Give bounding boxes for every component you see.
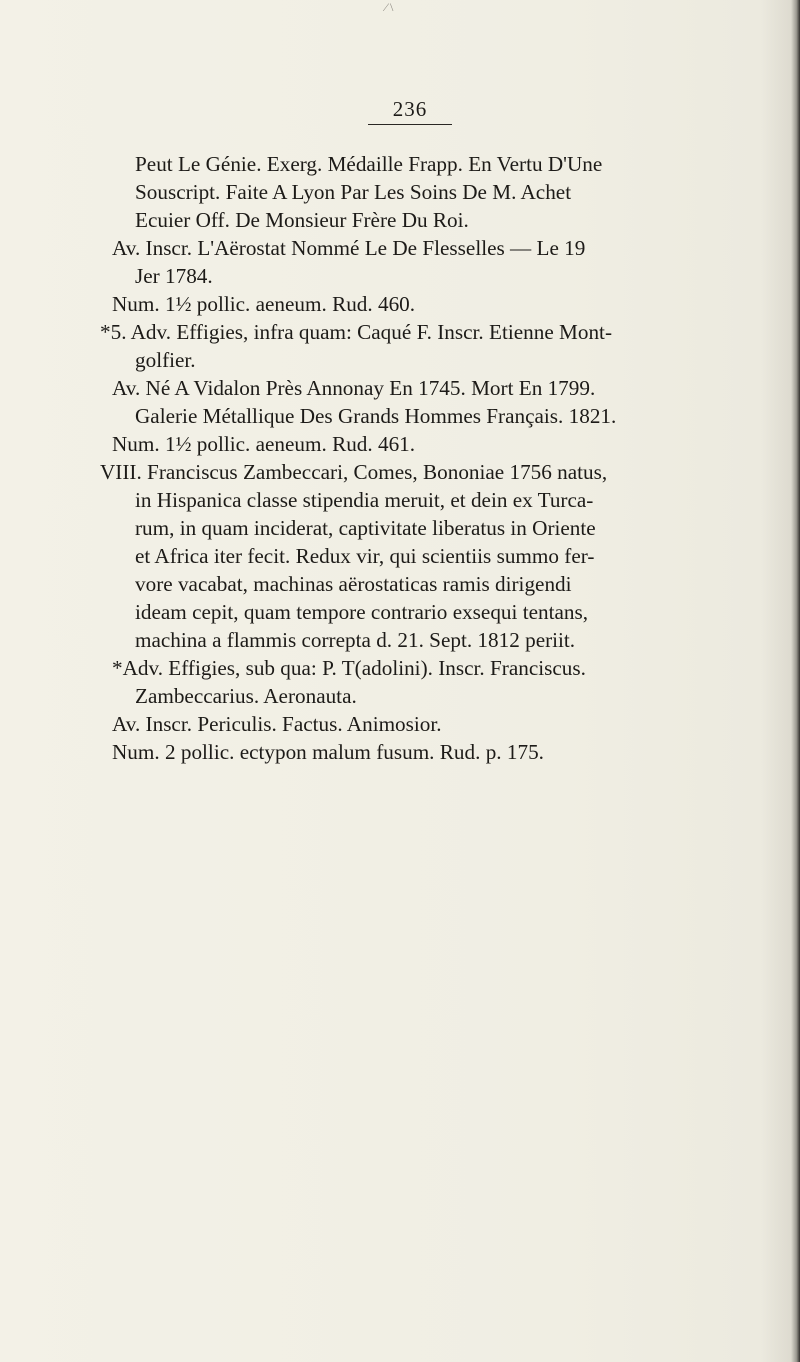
text-line-2: Souscript. Faite A Lyon Par Les Soins De M. Achet <box>135 180 572 204</box>
text-line-21: Av. Inscr. Periculis. Factus. Animosior. <box>112 712 442 736</box>
text-line-16: vore vacabat, machinas aërostaticas ramis dirigendi <box>135 572 572 596</box>
text-line-11: Num. 1½ pollic. aeneum. Rud. 461. <box>112 432 416 456</box>
text-line-18: machina a flammis correpta d. 21. Sept. 1812 periit. <box>135 628 576 652</box>
page-number-underline <box>368 124 452 125</box>
page-edge-shadow <box>791 0 800 1362</box>
text-line-5: Jer 1784. <box>135 264 213 288</box>
text-line-14: rum, in quam inciderat, captivitate liberatus in Oriente <box>135 516 596 540</box>
text-line-15: et Africa iter fecit. Redux vir, qui scientiis summo fer- <box>135 544 595 568</box>
text-line-1: Peut Le Génie. Exerg. Médaille Frapp. En Vertu D'Une <box>135 152 603 176</box>
text-line-20: Zambeccarius. Aeronauta. <box>135 684 357 708</box>
text-line-12: VIII. Franciscus Zambeccari, Comes, Bononiae 1756 natus, <box>100 460 608 484</box>
text-line-9: Av. Né A Vidalon Près Annonay En 1745. Mort En 1799. <box>112 376 596 400</box>
text-line-4: Av. Inscr. L'Aërostat Nommé Le De Flesselles — Le 19 <box>112 236 586 260</box>
text-line-8: golfier. <box>135 348 196 372</box>
text-line-19: *Adv. Effigies, sub qua: P. T(adolini). Inscr. Franciscus. <box>112 656 586 680</box>
text-line-22: Num. 2 pollic. ectypon malum fusum. Rud. p. 175. <box>112 740 544 764</box>
text-line-13: in Hispanica classe stipendia meruit, et dein ex Turca- <box>135 488 594 512</box>
text-line-3: Ecuier Off. De Monsieur Frère Du Roi. <box>135 208 469 232</box>
text-line-10: Galerie Métallique Des Grands Hommes Français. 1821. <box>135 404 617 428</box>
page-number: 236 <box>392 97 428 121</box>
text-line-7: *5. Adv. Effigies, infra quam: Caqué F. Inscr. Etienne Mont- <box>100 320 613 344</box>
text-line-6: Num. 1½ pollic. aeneum. Rud. 460. <box>112 292 416 316</box>
top-margin-mark: ⁄ \ <box>385 0 394 14</box>
text-line-17: ideam cepit, quam tempore contrario exsequi tentans, <box>135 600 589 624</box>
